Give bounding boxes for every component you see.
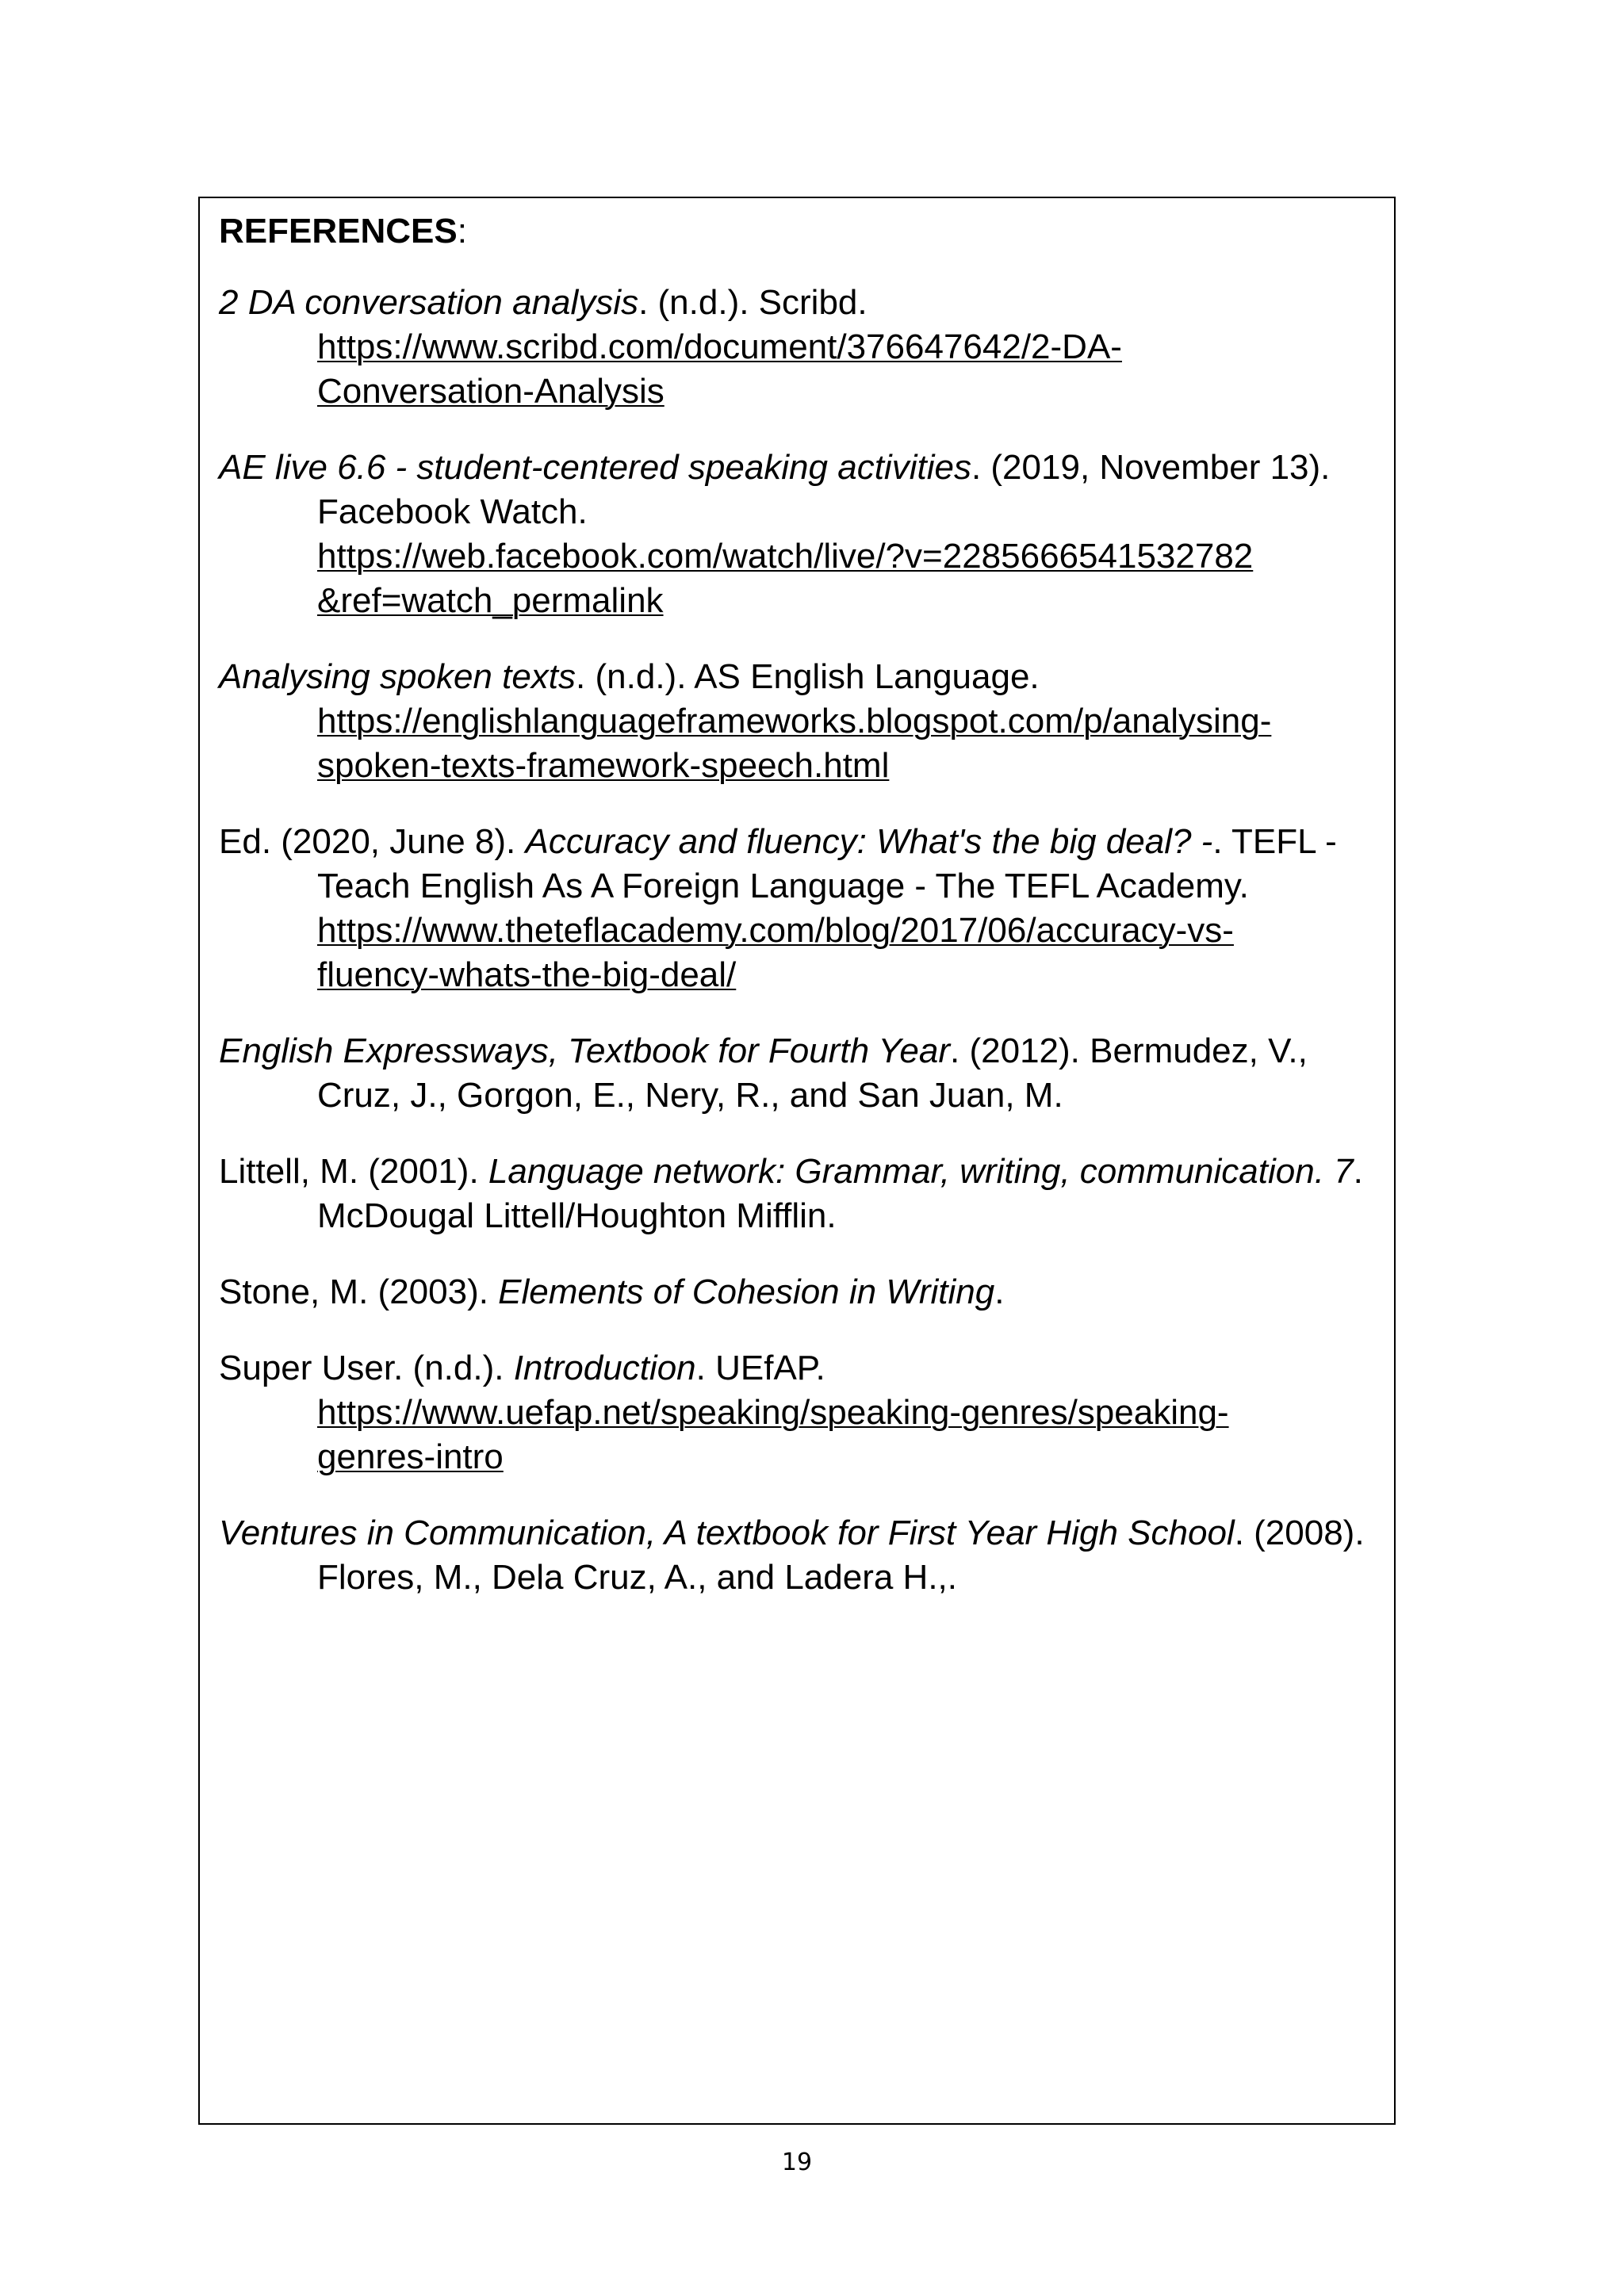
reference-author: Littell, M. (2001). — [219, 1152, 488, 1191]
page-number: 19 — [781, 2149, 813, 2176]
reference-author: Super User. (n.d.). — [219, 1349, 514, 1387]
heading-label: REFERENCES — [219, 212, 458, 251]
reference-details: . (n.d.). Scribd. — [638, 283, 868, 322]
reference-url-line[interactable]: https://web.facebook.com/watch/live/?v=2285666541532782 — [317, 537, 1254, 576]
reference-title: English Expressways, Textbook for Fourth Year — [219, 1031, 951, 1070]
reference-entry-7 — [219, 1270, 1375, 1314]
reference-title: Ventures in Communication, A textbook for First Year High School — [219, 1513, 1235, 1552]
reference-url-line[interactable]: spoken-texts-framework-speech.html — [317, 746, 890, 785]
reference-entry-5 — [219, 1029, 1375, 1118]
reference-details: . (2012). Bermudez, V., Cruz, J., Gorgon, E., Nery, R., and San Juan, M. — [317, 1031, 1308, 1115]
references-content — [219, 208, 1375, 1632]
reference-url-line[interactable]: &ref=watch_permalink — [317, 581, 664, 620]
reference-link[interactable] — [317, 327, 1122, 411]
heading-suffix: : — [457, 212, 467, 251]
reference-entry-3 — [219, 655, 1375, 788]
reference-link[interactable] — [317, 911, 1234, 994]
reference-url-line[interactable]: https://www.uefap.net/speaking/speaking-genres/speaking- — [317, 1393, 1229, 1432]
reference-author: Stone, M. (2003). — [219, 1272, 499, 1311]
reference-url-line[interactable]: https://www.scribd.com/document/376647642/2-DA- — [317, 327, 1122, 366]
references-heading — [219, 208, 1375, 255]
reference-entry-4 — [219, 820, 1375, 997]
reference-title: Language network: Grammar, writing, communication. 7 — [488, 1152, 1354, 1191]
reference-title: Accuracy and fluency: What's the big deal? - — [525, 822, 1213, 861]
reference-url-line[interactable]: fluency-whats-the-big-deal/ — [317, 955, 737, 994]
reference-title: Analysing spoken texts — [219, 657, 576, 696]
reference-details: . (2019, November 13). Facebook Watch. — [317, 448, 1331, 531]
references-box — [198, 197, 1396, 2125]
reference-entry-9 — [219, 1511, 1375, 1600]
reference-url-line[interactable]: Conversation-Analysis — [317, 372, 665, 411]
reference-details: . UEfAP. — [695, 1349, 825, 1387]
reference-url-line[interactable]: genres-intro — [317, 1437, 504, 1476]
reference-entry-6 — [219, 1150, 1375, 1238]
reference-link[interactable] — [317, 537, 1253, 620]
reference-author: Ed. (2020, June 8). — [219, 822, 526, 861]
reference-link[interactable] — [317, 702, 1271, 785]
reference-title: 2 DA conversation analysis — [219, 283, 639, 322]
reference-title: Introduction — [513, 1349, 696, 1387]
reference-entry-1 — [219, 281, 1375, 414]
reference-url-line[interactable]: https://englishlanguageframeworks.blogspot.com/p/analysing- — [317, 702, 1272, 740]
reference-details: . (2008). Flores, M., Dela Cruz, A., and Ladera H.,. — [317, 1513, 1365, 1597]
reference-title: AE live 6.6 - student-centered speaking activities — [219, 448, 971, 487]
reference-url-line[interactable]: https://www.theteflacademy.com/blog/2017/06/accuracy-vs- — [317, 911, 1234, 950]
reference-link[interactable] — [317, 1393, 1229, 1476]
reference-details: . (n.d.). AS English Language. — [576, 657, 1040, 696]
reference-details: . — [994, 1272, 1005, 1311]
reference-entry-2 — [219, 446, 1375, 623]
reference-entry-8 — [219, 1346, 1375, 1479]
reference-title: Elements of Cohesion in Writing — [498, 1272, 995, 1311]
reference-details: . McDougal Littell/Houghton Mifflin. — [317, 1152, 1363, 1235]
reference-details: . TEFL - Teach English As A Foreign Language - The TEFL Academy. — [317, 822, 1337, 905]
